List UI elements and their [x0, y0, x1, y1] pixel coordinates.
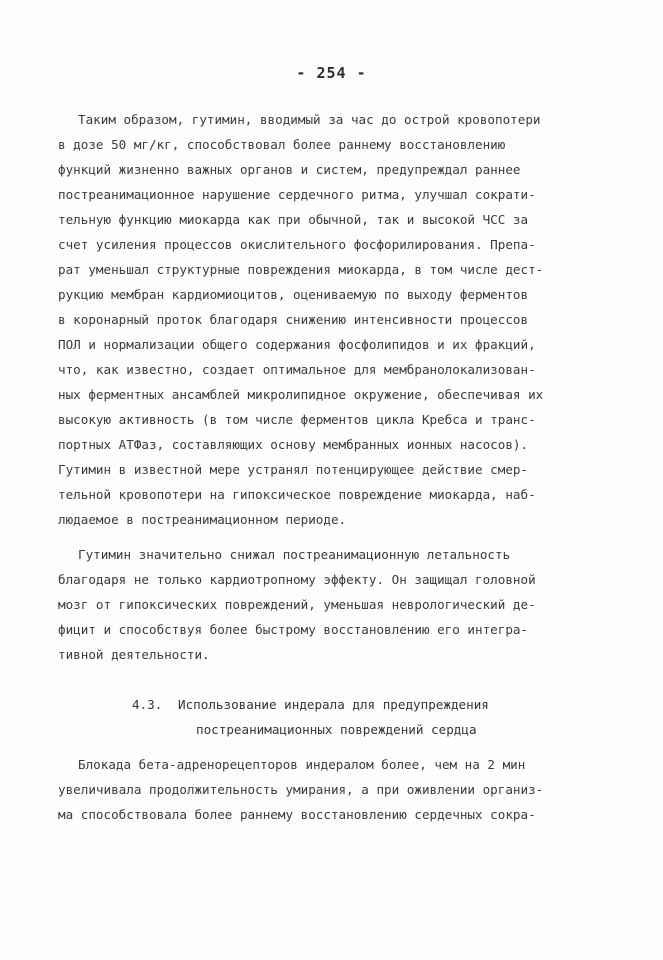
text-line: ПОЛ и нормализации общего содержания фосфолипидов и их фракций,: [58, 337, 536, 352]
text-line: людаемое в постреанимационном периоде.: [58, 512, 347, 527]
text-line: рукцию мембран кардиомиоцитов, оцениваемую по выходу ферментов: [58, 287, 529, 302]
text-line: высокую активность (в том числе ферментов цикла Кребса и транс-: [58, 412, 536, 427]
text-line: увеличивала продолжительность умирания, а при оживлении организ-: [58, 782, 544, 797]
text-line: счет усиления процессов окислительного фосфорилирования. Препа-: [58, 237, 536, 252]
text-line: Таким образом, гутимин, вводимый за час до острой кровопотери: [78, 112, 541, 127]
text-line: постреанимационное нарушение сердечного ритма, улучшал сократи-: [58, 187, 536, 202]
text-line: в коронарный проток благодаря снижению интенсивности процессов: [58, 312, 529, 327]
text-line: мозг от гипоксических повреждений, уменьшая неврологический де-: [58, 597, 536, 612]
text-line: Гутимин в известной мере устранял потенцирующее действие смер-: [58, 462, 529, 477]
text-line: ма способствовала более раннему восстановлению сердечных сокра-: [58, 807, 536, 822]
text-line: тельной кровопотери на гипоксическое повреждение миокарда, наб-: [58, 487, 536, 502]
text-line: функций жизненно важных органов и систем, предупреждал раннее: [58, 162, 521, 177]
text-line: благодаря не только кардиотропному эффекту. Он защищал головной: [58, 572, 536, 587]
section-title-line: постреанимационных повреждений сердца: [196, 722, 477, 737]
text-line: тельную функцию миокарда как при обычной, так и высокой ЧСС за: [58, 212, 529, 227]
section-title-line: Использование индерала для предупреждения: [178, 697, 489, 712]
text-line: фицит и способствуя более быстрому восстановлению его интегра-: [58, 622, 529, 637]
text-line: портных АТФаз, составляющих основу мембранных ионных насосов).: [58, 437, 529, 452]
text-line: рат уменьшал структурные повреждения миокарда, в том числе дест-: [58, 262, 544, 277]
text-line: тивной деятельности.: [58, 647, 210, 662]
text-line: Блокада бета-адренорецепторов индералом более, чем на 2 мин: [78, 757, 526, 772]
text-line: в дозе 50 мг/кг, способствовал более раннему восстановлению: [58, 137, 506, 152]
text-line: что, как известно, создает оптимальное для мембранолокализован-: [58, 362, 536, 377]
section-number: 4.3.: [132, 697, 163, 712]
page-number: - 254 -: [296, 64, 367, 82]
text-line: ных ферментных ансамблей микролипидное окружение, обеспечивая их: [58, 387, 544, 402]
text-line: Гутимин значительно снижал постреанимационную летальность: [78, 547, 511, 562]
